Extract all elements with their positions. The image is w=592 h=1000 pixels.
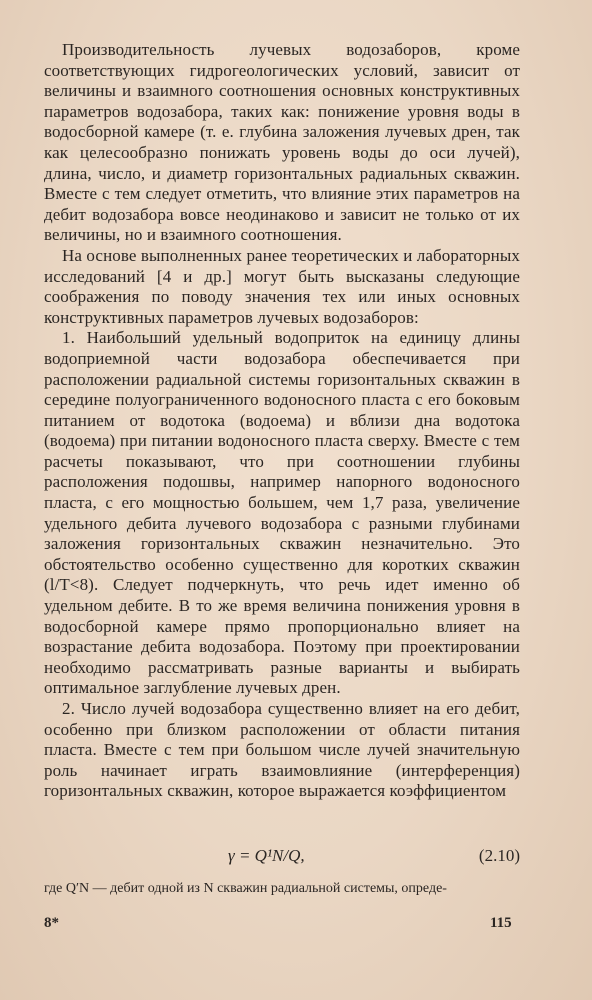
paragraph-point-2: 2. Число лучей водозабора существенно влияет на его дебит, особенно при близком расположении от области питания пласта. Вместе с тем при большом числе лучей значительную роль начинает играть взаимовлияние (интерференция) горизонтальных скважин, которое выражается коэффициентом <box>44 699 520 801</box>
page-number: 115 <box>490 915 512 931</box>
formula-expression: γ = Q¹N/Q, <box>228 846 305 865</box>
paragraph-point-1: 1. Наибольший удельный водоприток на единицу длины водоприемной части водозабора обеспечивается при расположении радиальной системы горизонтальных скважин в середине полуограниченного водоносного пласта с его боковым питанием от водотока (водоема) и вблизи дна водотока (водоема) при питании водоносного пласта сверху. Вместе с тем расчеты показывают, что при соотношении глубины расположения подошвы, например напорного водоносного пласта, с его мощностью большем, чем 1,7 раза, увеличение удельного дебита лучевого водозабора с разными глубинами заложения горизонтальных скважин незначительно. Это обстоятельство особенно существенно для коротких скважин (l/T<8). Следует подчеркнуть, что речь идет именно об удельном дебите. В то же время величина понижения уровня в водосборной камере прямо пропорционально влияет на возрастание дебита водозабора. Поэтому при проектировании необходимо рассматривать разные варианты и выбирать оптимальное заглубление лучевых дрен. <box>44 328 520 698</box>
paragraph-intro: Производительность лучевых водозаборов, кроме соответствующих гидрогеологических условий, зависит от величины и взаимного соотношения основных конструктивных параметров водозабора, таких как: понижение уровня воды в водосборной камере (т. е. глубина заложения лучевых дрен, так как целесообразно понижать уровень воды до оси лучей), длина, число, и диаметр горизонтальных радиальных скважин. Вместе с тем следует отметить, что влияние этих параметров на дебит водозабора вовсе неодинаково и зависит не только от их величины, но и взаимного соотношения. <box>44 40 520 245</box>
formula-number: (2.10) <box>478 846 520 865</box>
paragraph-basis: На основе выполненных ранее теоретических и лабораторных исследований [4 и др.] могут быть высказаны следующие соображения по поводу значения тех или иных основных конструктивных параметров лучевых водозаборов: <box>44 245 520 327</box>
body-text <box>44 40 520 802</box>
footnote-text: где Q′N — дебит одной из N скважин радиальной системы, опреде- <box>44 881 447 896</box>
formula-line <box>44 846 520 868</box>
signature-mark: 8* <box>44 915 59 931</box>
